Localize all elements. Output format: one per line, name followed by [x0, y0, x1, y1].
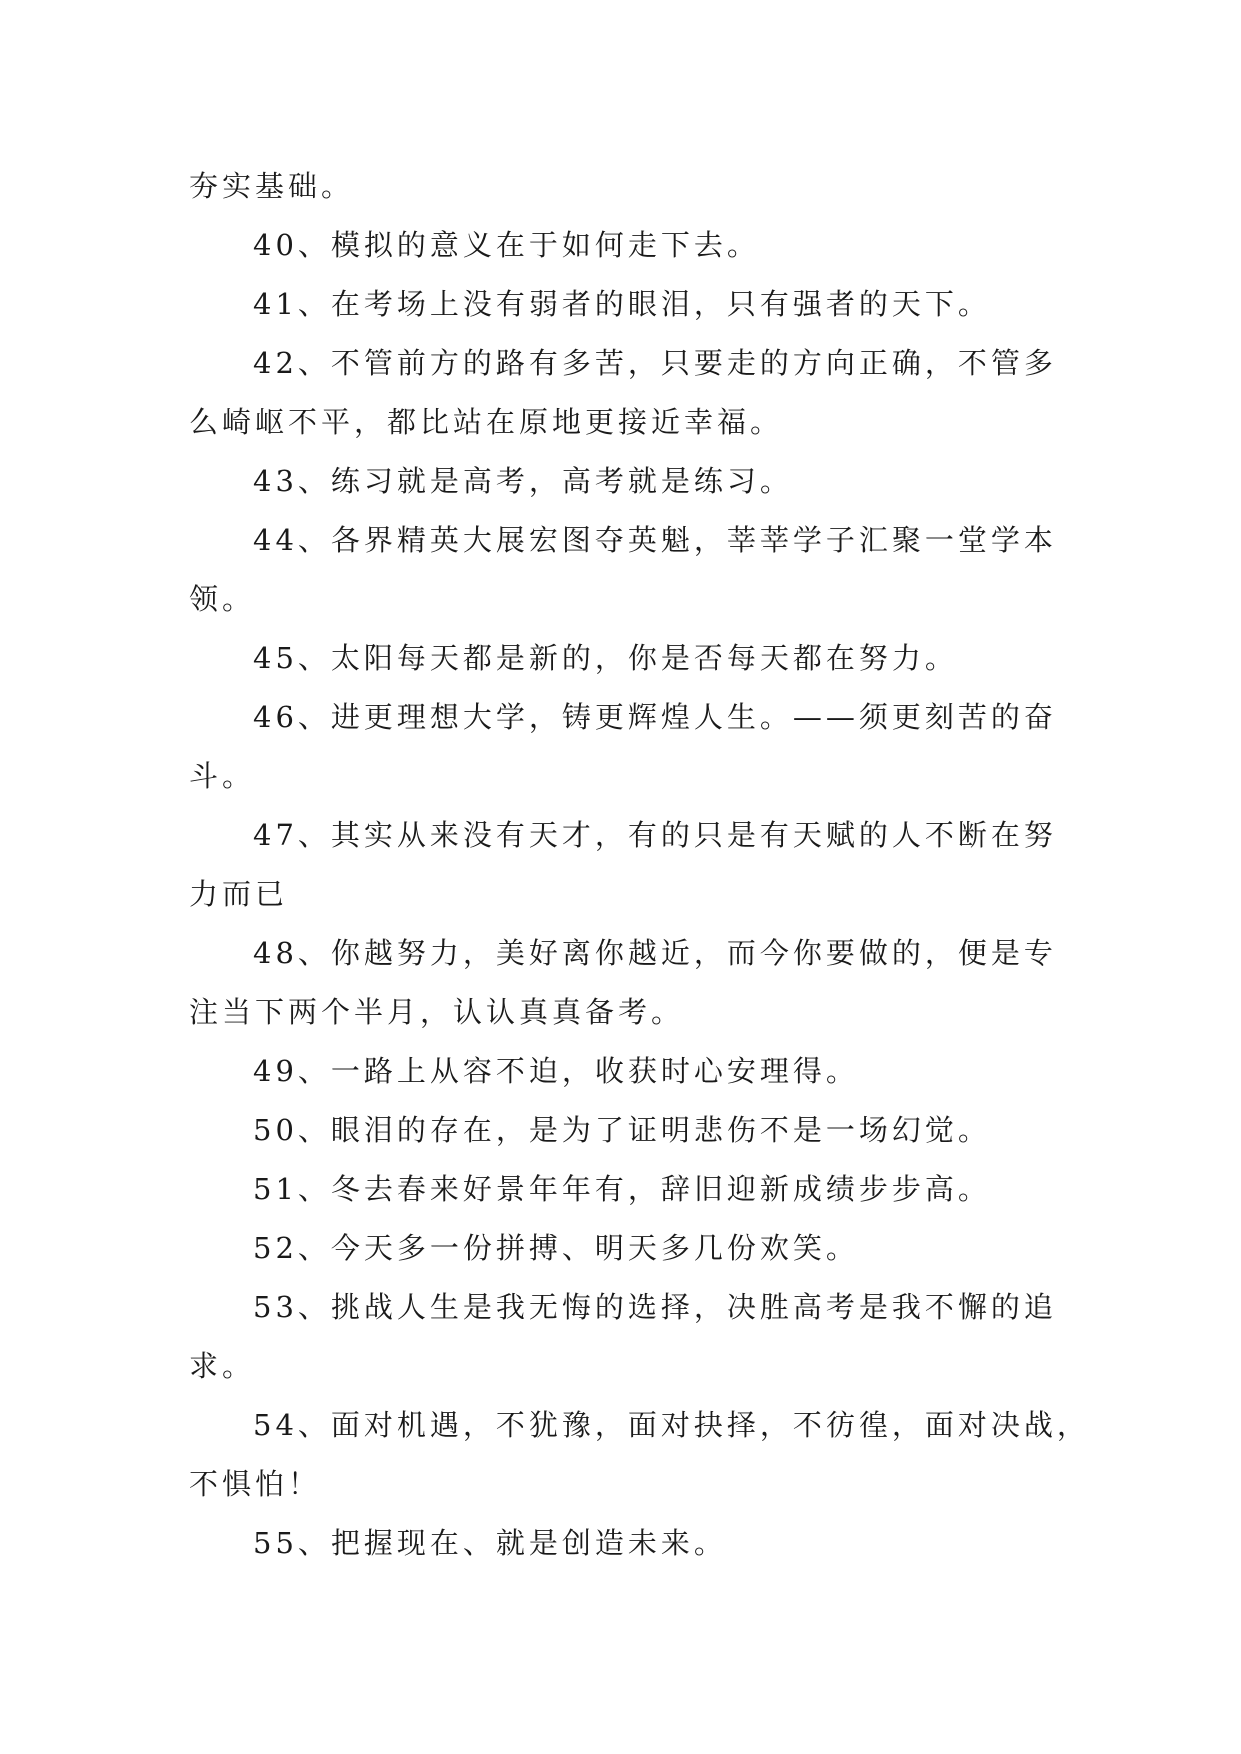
paragraph-line: 领。: [189, 582, 256, 616]
paragraph-line: 46、进更理想大学，铸更辉煌人生。——须更刻苦的奋: [253, 700, 1057, 734]
paragraph-line: 么崎岖不平，都比站在原地更接近幸福。: [189, 405, 784, 439]
paragraph-line: 45、太阳每天都是新的，你是否每天都在努力。: [253, 641, 958, 675]
paragraph-line: 42、不管前方的路有多苦，只要走的方向正确，不管多: [253, 346, 1057, 380]
paragraph: [189, 688, 1057, 806]
paragraph: [189, 1160, 1051, 1219]
paragraph: [189, 806, 1057, 924]
paragraph: [189, 275, 1051, 334]
paragraph-line: 43、练习就是高考，高考就是练习。: [253, 464, 793, 498]
paragraph: [189, 1396, 1090, 1514]
paragraph: [189, 1101, 1051, 1160]
paragraph: [189, 452, 1051, 511]
paragraph-line: 53、挑战人生是我无悔的选择，决胜高考是我不懈的追: [253, 1290, 1057, 1324]
paragraph-line: 49、一路上从容不迫，收获时心安理得。: [253, 1054, 859, 1088]
paragraph-line: 夯实基础。: [189, 169, 355, 203]
paragraph: [189, 1278, 1057, 1396]
paragraph-line: 求。: [189, 1349, 256, 1383]
paragraph-line: 不惧怕！: [189, 1467, 322, 1501]
paragraph: [189, 511, 1057, 629]
paragraph: [189, 1219, 1051, 1278]
paragraph-line: 50、眼泪的存在，是为了证明悲伤不是一场幻觉。: [253, 1113, 991, 1147]
paragraph: [189, 1042, 1051, 1101]
document-body: [189, 157, 1090, 1573]
paragraph-line: 52、今天多一份拼搏、明天多几份欢笑。: [253, 1231, 859, 1265]
paragraph-line: 55、把握现在、就是创造未来。: [253, 1526, 727, 1560]
paragraph-line: 54、面对机遇，不犹豫，面对抉择，不彷徨，面对决战，: [253, 1408, 1090, 1442]
paragraph-line: 力而已: [189, 877, 289, 911]
paragraph-line: 44、各界精英大展宏图夺英魁，莘莘学子汇聚一堂学本: [253, 523, 1057, 557]
paragraph: [189, 334, 1057, 452]
paragraph: [189, 924, 1057, 1042]
paragraph: [189, 216, 1051, 275]
paragraph-line: 40、模拟的意义在于如何走下去。: [253, 228, 760, 262]
paragraph-line: 斗。: [189, 759, 256, 793]
paragraph: [189, 157, 1051, 216]
paragraph-line: 注当下两个半月，认认真真备考。: [189, 995, 685, 1029]
paragraph-line: 47、其实从来没有天才，有的只是有天赋的人不断在努: [253, 818, 1057, 852]
paragraph: [189, 1514, 1051, 1573]
paragraph-line: 51、冬去春来好景年年有，辞旧迎新成绩步步高。: [253, 1172, 991, 1206]
paragraph: [189, 629, 1051, 688]
paragraph-line: 48、你越努力，美好离你越近，而今你要做的，便是专: [253, 936, 1057, 970]
paragraph-line: 41、在考场上没有弱者的眼泪，只有强者的天下。: [253, 287, 991, 321]
